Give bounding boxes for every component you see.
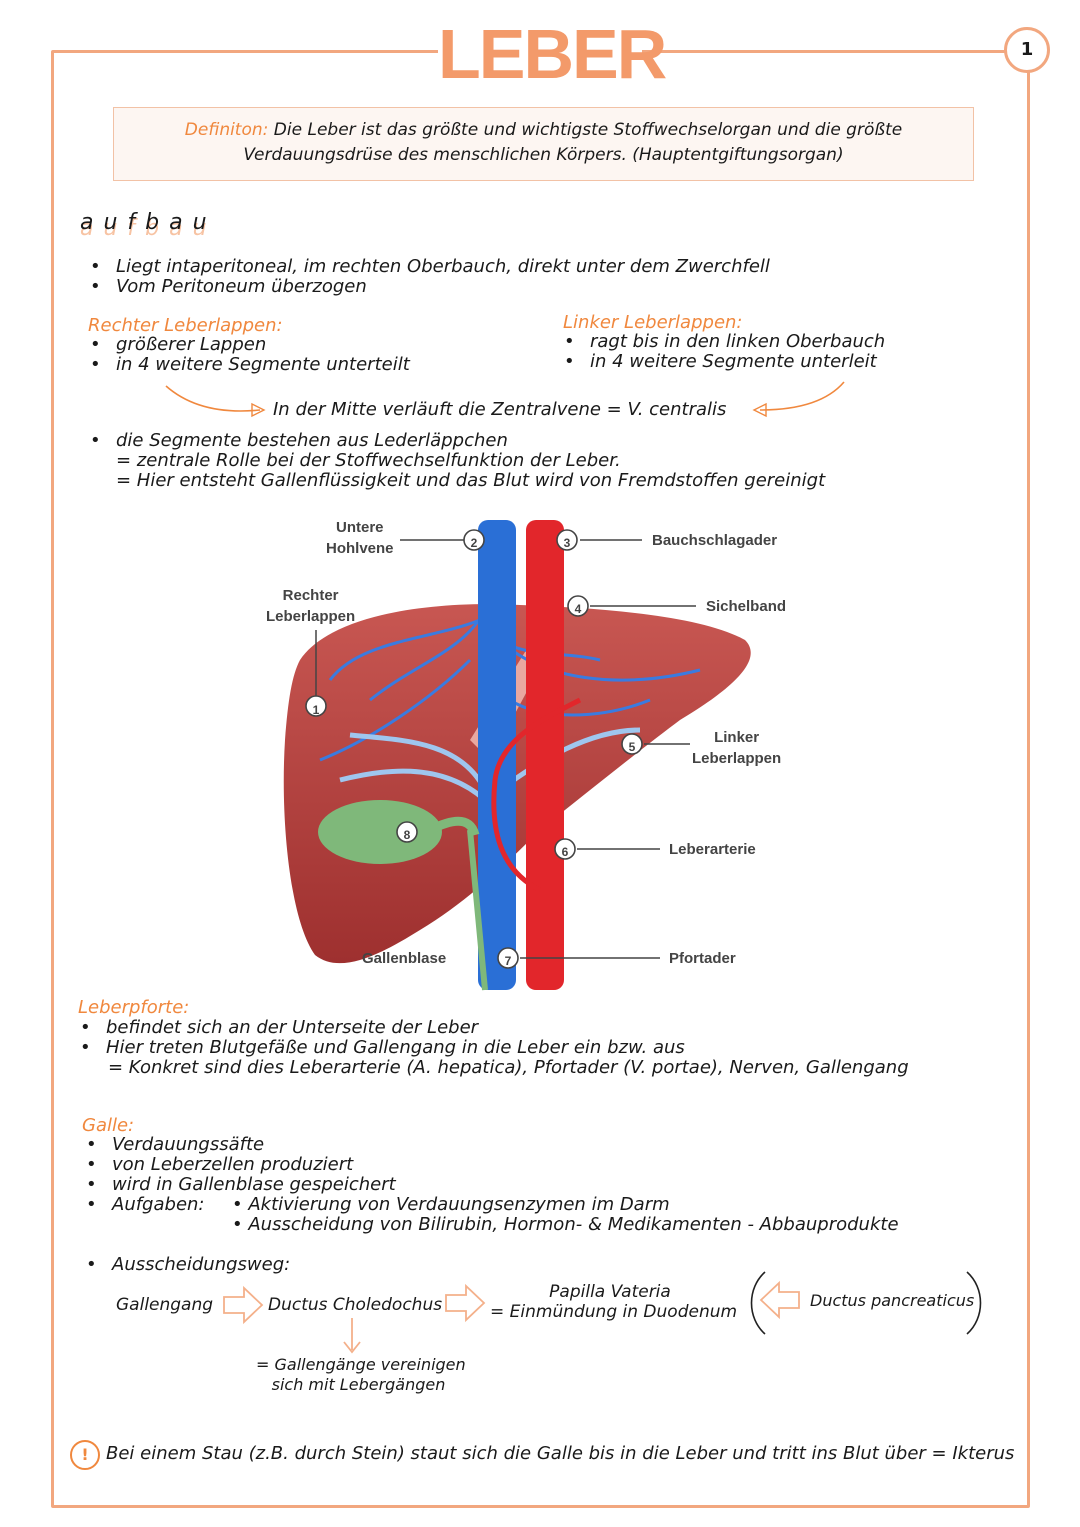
galle-label: Galle: xyxy=(82,1115,135,1136)
aufbau-bullets xyxy=(86,257,770,297)
list-item: • befindet sich an der Unterseite der Leber xyxy=(76,1018,909,1038)
aufgabe-item: Aktivierung von Verdauungsenzymen im Darm xyxy=(248,1194,670,1215)
leberpforte-block xyxy=(76,1018,909,1078)
list-item: • Hier treten Blutgefäße und Gallengang in die Leber ein bzw. aus xyxy=(76,1038,909,1058)
list-item: • in 4 weitere Segmente unterteilt xyxy=(86,355,410,375)
left-lobe-label: Linker Leberlappen: xyxy=(563,312,743,333)
right-lobe-list xyxy=(86,335,410,375)
right-lobe-label: Rechter Leberlappen: xyxy=(88,315,283,336)
marker-2: 2 xyxy=(470,536,478,550)
list-item: • die Segmente bestehen aus Lederläppchen xyxy=(86,431,825,451)
marker-4: 4 xyxy=(574,602,582,616)
list-item: • ragt bis in den linken Oberbauch xyxy=(560,332,885,352)
label-aorta: Bauchschlagader xyxy=(652,532,778,549)
flow-step-4: Ductus pancreaticus xyxy=(810,1291,975,1310)
label-portal-vein: Pfortader xyxy=(669,950,736,967)
definition-box xyxy=(113,107,974,181)
label-falciform: Sichelband xyxy=(706,598,787,615)
left-lobe-list xyxy=(560,332,885,372)
definition-line-1: Die Leber ist das größte und wichtigste Stoffwechselorgan und die größte xyxy=(273,120,903,140)
arrow-right-icon xyxy=(222,1285,266,1325)
list-item: • wird in Gallenblase gespeichert xyxy=(82,1175,396,1195)
marker-7: 7 xyxy=(504,954,512,968)
leberpforte-label: Leberpforte: xyxy=(78,997,190,1018)
list-item: • in 4 weitere Segmente unterleit xyxy=(560,352,885,372)
ausscheidung-list xyxy=(82,1255,290,1275)
vena-cava xyxy=(478,520,516,990)
center-note: In der Mitte verläuft die Zentralvene = V. centralis xyxy=(273,399,727,420)
flow-note: = Gallengänge vereinigen sich mit Lebergängen xyxy=(256,1355,466,1394)
warning-icon: ! xyxy=(70,1440,100,1470)
marker-8: 8 xyxy=(403,828,411,842)
flow-step-3: Papilla Vateria = Einmündung in Duodenum xyxy=(490,1282,738,1322)
page-number: 1 xyxy=(1004,27,1050,73)
leberpforte-note: = Konkret sind dies Leberarterie (A. hepatica), Pfortader (V. portae), Nerven, Gallengang xyxy=(108,1057,909,1078)
list-item: • Aufgaben: xyxy=(82,1195,396,1215)
list-item: • von Leberzellen produziert xyxy=(82,1155,396,1175)
marker-5: 5 xyxy=(628,740,636,754)
ausscheidung-label: • Ausscheidungsweg: xyxy=(82,1255,290,1275)
definition-label: Definiton: xyxy=(184,120,269,140)
list-item: • Liegt intaperitoneal, im rechten Oberbauch, direkt unter dem Zwerchfell xyxy=(86,257,770,277)
aufgaben-list: • Aktivierung von Verdauungsenzymen im Darm • Ausscheidung von Bilirubin, Hormon- & Medikamenten - Abbauprodukte xyxy=(232,1194,899,1235)
aufgabe-item: Ausscheidung von Bilirubin, Hormon- & Medikamenten - Abbauprodukte xyxy=(248,1214,899,1235)
segments-line-2: = zentrale Rolle bei der Stoffwechselfunktion der Leber. xyxy=(116,450,621,471)
list-item: • Vom Peritoneum überzogen xyxy=(86,277,770,297)
segments-line-3: = Hier entsteht Gallenflüssigkeit und das Blut wird von Fremdstoffen gereinigt xyxy=(116,470,826,491)
page-title: LEBER xyxy=(438,15,666,93)
label-vena-cava: Untere Hohlvene xyxy=(326,519,394,557)
list-item: • größerer Lappen xyxy=(86,335,410,355)
arrow-down-icon xyxy=(340,1316,364,1356)
segments-block xyxy=(86,431,825,491)
warning-text: Bei einem Stau (z.B. durch Stein) staut sich die Galle bis in die Leber und tritt ins Blut über = Ikterus xyxy=(106,1443,1015,1464)
label-gallbladder: Gallenblase xyxy=(362,950,447,967)
section-heading-aufbau: aufbau xyxy=(80,210,217,235)
marker-6: 6 xyxy=(561,845,569,859)
marker-1: 1 xyxy=(312,703,320,717)
label-left-lobe: Linker Leberlappen xyxy=(692,729,782,767)
definition-line-2: Verdauungsdrüse des menschlichen Körpers. (Hauptentgiftungsorgan) xyxy=(243,145,844,165)
flow-step-1: Gallengang xyxy=(116,1295,214,1315)
gallbladder-shape xyxy=(318,800,442,864)
label-right-lobe: Rechter Leberlappen xyxy=(266,587,356,625)
flow-step-2: Ductus Choledochus xyxy=(268,1295,443,1315)
arrow-right-icon xyxy=(444,1283,488,1323)
aorta xyxy=(526,520,564,990)
label-hepatic-artery: Leberarterie xyxy=(669,841,756,858)
marker-3: 3 xyxy=(563,536,571,550)
list-item: • Verdauungssäfte xyxy=(82,1135,396,1155)
